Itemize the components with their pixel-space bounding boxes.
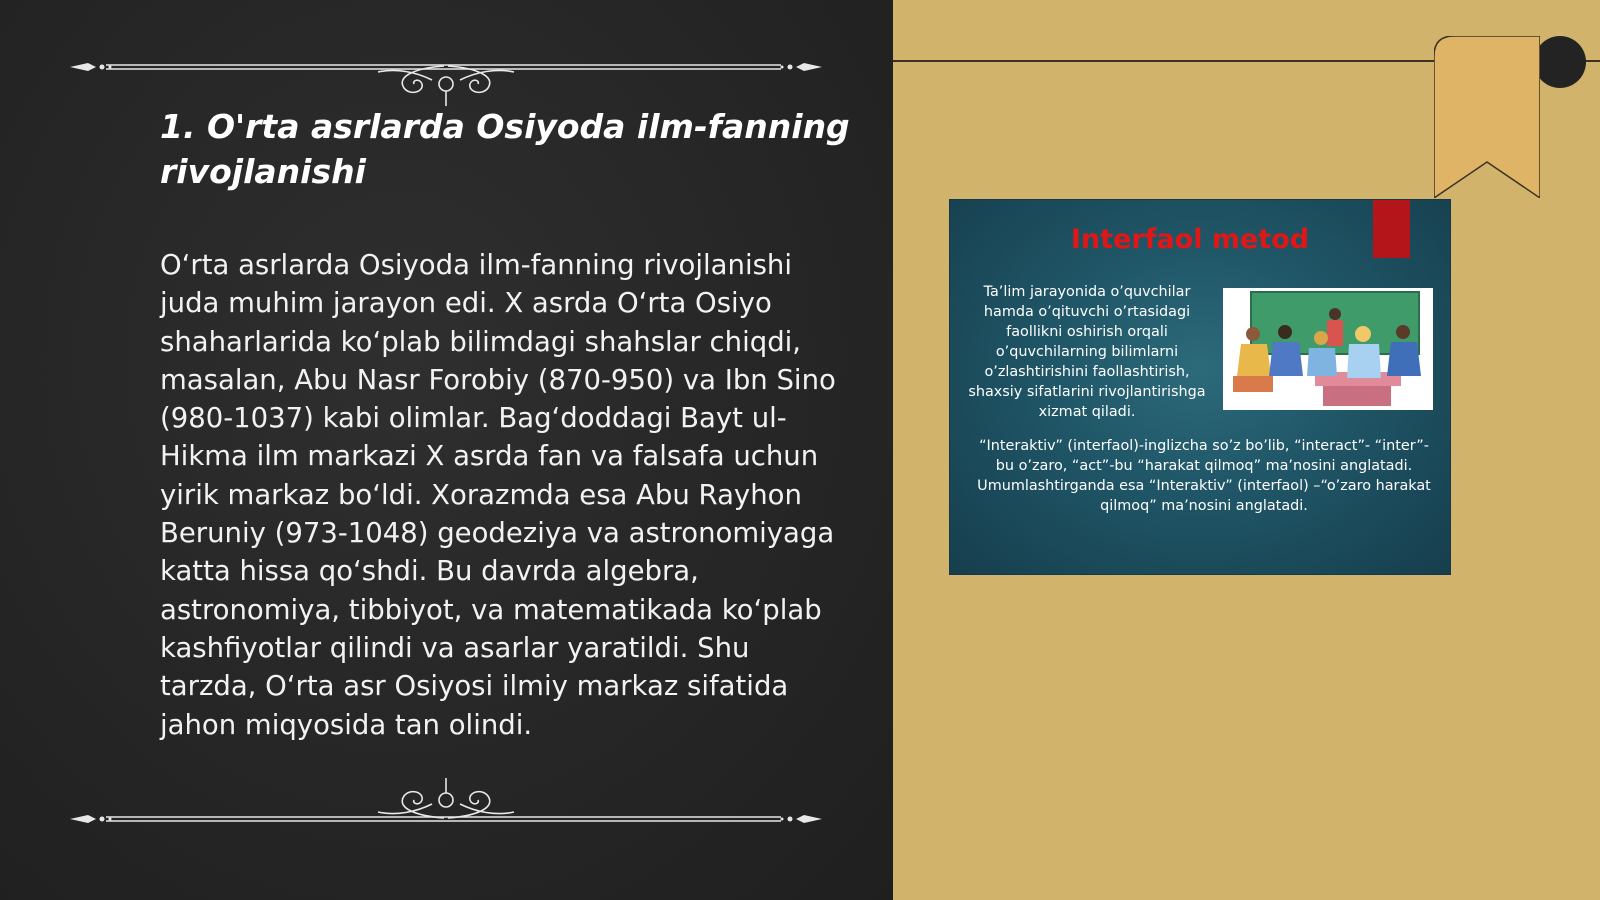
ornament-top-icon (66, 46, 826, 106)
classroom-illustration-icon (1223, 288, 1433, 410)
interfaol-metod-card (950, 200, 1450, 574)
slide-body-text: O‘rta asrlarda Osiyoda ilm-fanning rivojlanishi juda muhim jarayon edi. X asrda O‘rta Osiyo shaharlarida ko‘plab bilimdagi shahslar chiqdi, masalan, Abu Nasr Forobiy (870-950) va Ibn Sino (980-1037) kabi olimlar. Bag‘doddagi Bayt ul-Hikma ilm markazi X asrda fan va falsafa uchun yirik markaz bo‘ldi. Xorazmda esa Abu Rayhon Beruniy (973-1048) geodeziya va astronomiyaga katta hissa qo‘shdi. Bu davrda algebra, astronomiya, tibbiyot, va matematikada ko‘plab kashfiyotlar qilindi va asarlar yaratildi. Shu tarzda, O‘rta asr Osiyosi ilmiy markaz sifatida jahon miqyosida tan olindi. (160, 249, 836, 741)
ribbon-circle-decoration (1534, 36, 1586, 88)
card-definition: “Interaktiv” (interfaol)-inglizcha so’z bo’lib, “interact”- “inter”-bu o’zaro, “act”-bu “harakat qilmoq” ma’nosini anglatadi. Umumlashtirganda esa “Interaktiv” (interfaol) –“o’zaro harakat qilmoq” ma’nosini anglatadi. (977, 438, 1431, 514)
card-description: Ta’lim jarayonida o’quvchilar hamda o’qituvchi o’rtasidagi faollikni oshirish orqali o’quvchilarning bilimlarni o’zlashtirishini faollashtirish, shaxsiy sifatlarini rivojlantirishga xizmat qiladi. (968, 284, 1206, 420)
card-title: Interfaol metod (1070, 224, 1310, 255)
ornament-bottom-icon (66, 778, 826, 838)
bookmark-ribbon-icon (1434, 36, 1540, 198)
slide-title: 1. O'rta asrlarda Osiyoda ilm-fanning rivojlanishi (160, 107, 850, 191)
